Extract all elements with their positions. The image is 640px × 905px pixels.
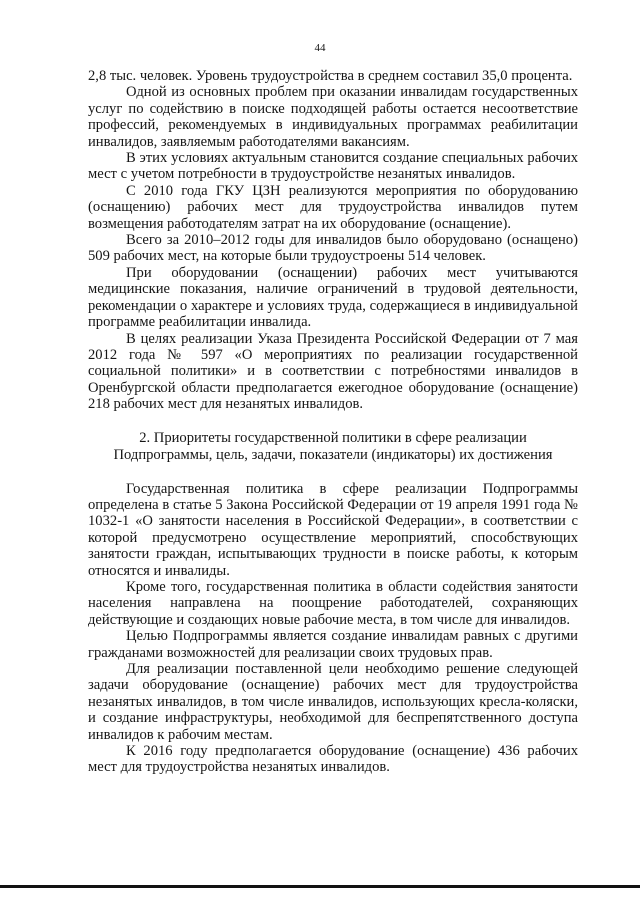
- section-spacer: [88, 413, 578, 430]
- paragraph: Для реализации поставленной цели необходимо решение следующей задачи оборудование (оснащение) рабочих мест для трудоустройства незанятых инвалидов, в том числе инвалидов, использующих кресла-коляски, и создание инфраструктуры, необходимой для беспрепятственного доступа инвалидов к рабочим местам.: [88, 661, 578, 743]
- page-number: 44: [314, 42, 326, 54]
- paragraph: В целях реализации Указа Президента Российской Федерации от 7 мая 2012 года № 597 «О мероприятиях по реализации государственной социальной политики» и в соответствии с потребностями инвалидов в Оренбургской области предполагается ежегодное оборудование (оснащение) 218 рабочих мест для незанятых инвалидов.: [88, 330, 578, 413]
- paragraph: При оборудовании (оснащении) рабочих мест учитываются медицинские показания, наличие ограничений в трудовой деятельности, рекомендации о характере и условиях труда, содержащиеся в индивидуальной программе реабилитации инвалида.: [88, 264, 578, 331]
- section-heading-line-1: 2. Приоритеты государственной политики в сфере реализации: [139, 429, 527, 446]
- paragraph: В этих условиях актуальным становится создание специальных рабочих мест с учетом потребности в трудоустройстве незанятых инвалидов.: [88, 150, 578, 183]
- section-heading: [88, 430, 578, 464]
- paragraph: 2,8 тыс. человек. Уровень трудоустройства в среднем составил 35,0 процента.: [88, 68, 573, 84]
- paragraph: Целью Подпрограммы является создание инвалидам равных с другими гражданами возможностей для реализации своих трудовых прав.: [88, 628, 578, 661]
- paragraph: Государственная политика в сфере реализации Подпрограммы определена в статье 5 Закона Российской Федерации от 19 апреля 1991 года № 1032-1 «О занятости населения в Российской Федерации», в соответствии с которой предусмотрено осуществление мероприятий, способствующих занятости граждан, испытывающих трудности в поиске работы, к которым относятся и инвалиды.: [88, 480, 578, 579]
- paragraph: С 2010 года ГКУ ЦЗН реализуются мероприятия по оборудованию (оснащению) рабочих мест для трудоустройства инвалидов путем возмещения работодателям затрат на их оборудование (оснащение).: [88, 182, 578, 232]
- section-heading-line-2: Подпрограммы, цель, задачи, показатели (индикаторы) их достижения: [113, 446, 553, 463]
- document-body: [88, 68, 578, 776]
- paragraph: К 2016 году предполагается оборудование (оснащение) 436 рабочих мест для трудоустройства незанятых инвалидов.: [88, 743, 578, 776]
- section-spacer: [88, 464, 578, 481]
- paragraph: Одной из основных проблем при оказании инвалидам государственных услуг по содействию в поиске подходящей работы остается несоответствие профессий, рекомендуемых в индивидуальных программах реабилитации инвалидов, заявляемым работодателями вакансиям.: [88, 84, 578, 150]
- scan-edge-line: [0, 885, 640, 888]
- paragraph: Кроме того, государственная политика в области содействия занятости населения направлена на поощрение работодателей, сохраняющих действующие и создающих новые рабочие места, в том числе для инвалидов.: [88, 578, 578, 628]
- paragraph: Всего за 2010–2012 годы для инвалидов было оборудовано (оснащено) 509 рабочих мест, на которые были трудоустроены 514 человек.: [88, 232, 578, 265]
